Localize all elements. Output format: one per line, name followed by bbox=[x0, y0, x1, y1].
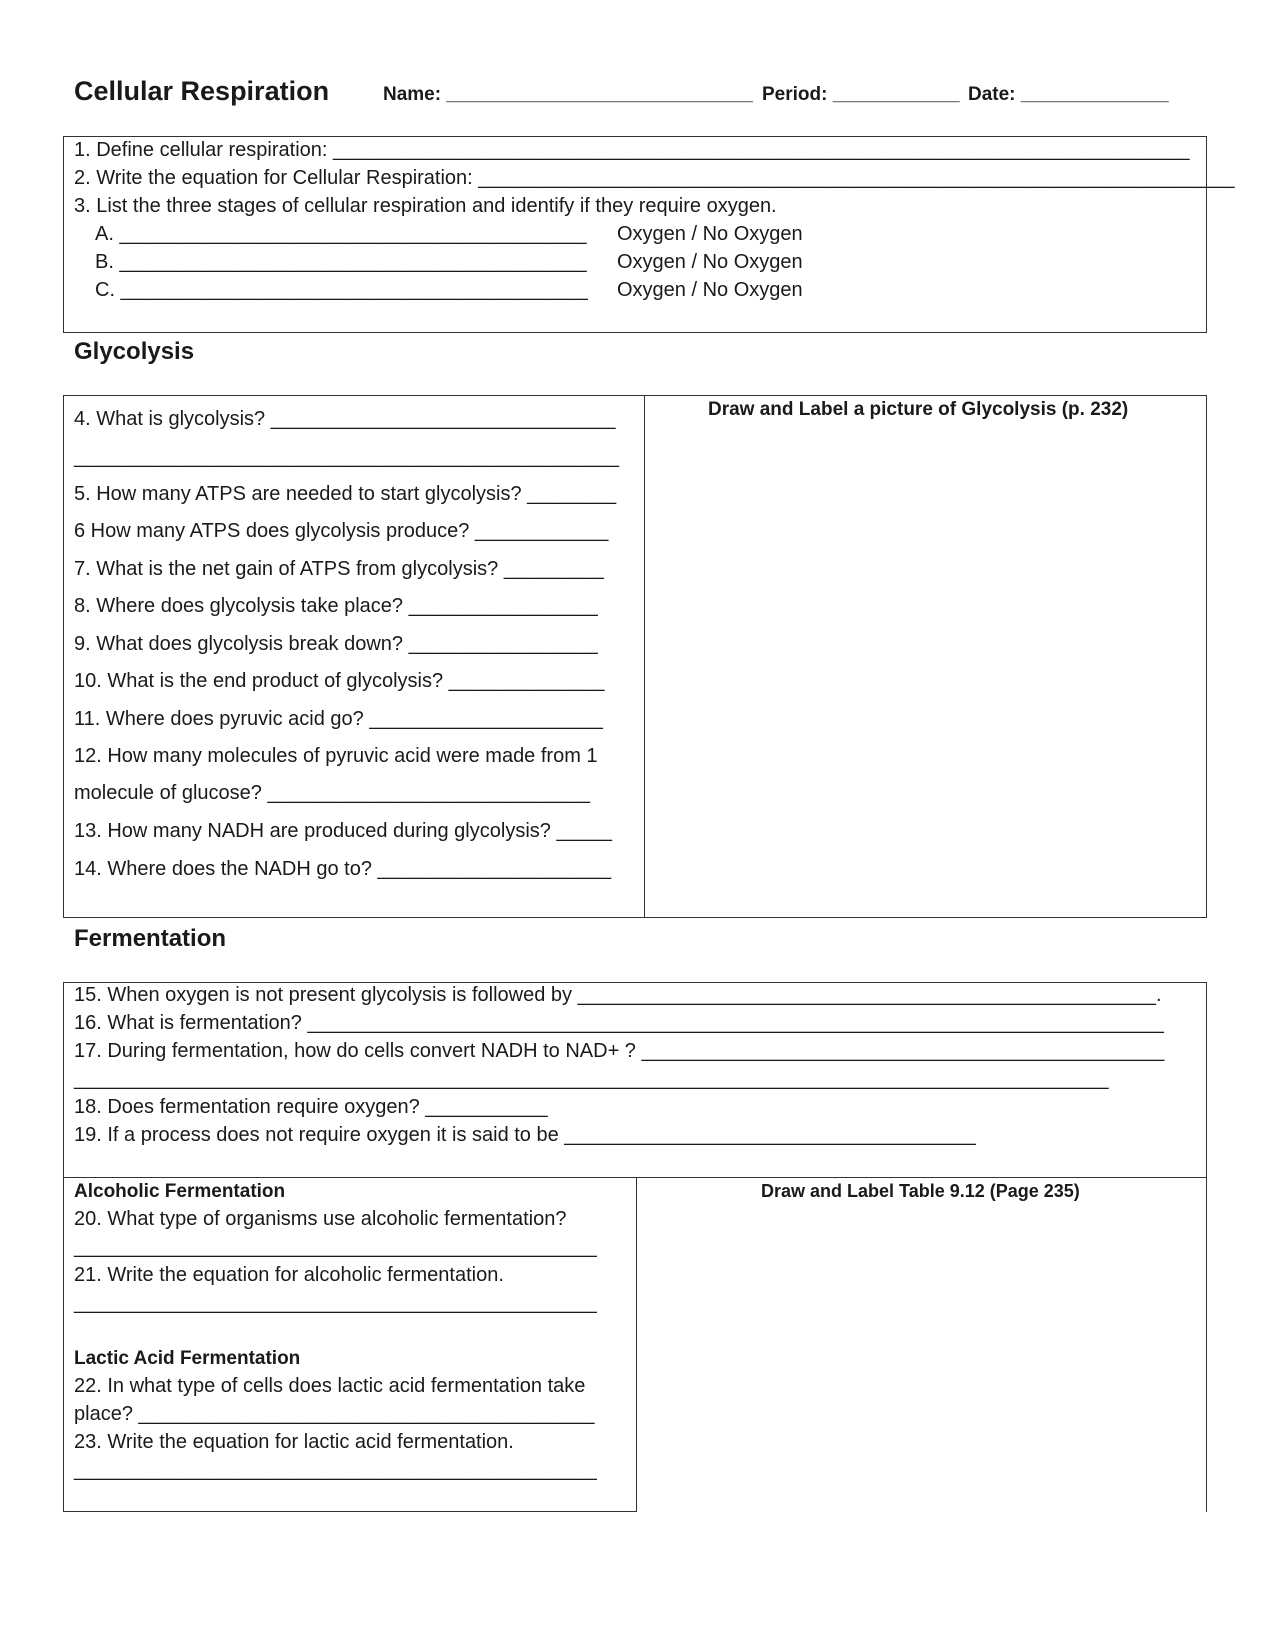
question-7[interactable]: 7. What is the net gain of ATPS from glycolysis? _________ bbox=[74, 558, 604, 580]
question-20-line[interactable]: _______________________________________________ bbox=[74, 1236, 597, 1258]
period-field[interactable]: Period: ____________ bbox=[762, 84, 960, 105]
glycolysis-heading: Glycolysis bbox=[74, 338, 195, 365]
glycolysis-drawing-area[interactable] bbox=[655, 430, 1195, 910]
question-4[interactable]: 4. What is glycolysis? _______________________________ bbox=[74, 408, 616, 430]
fermentation-top-border bbox=[63, 982, 1207, 983]
fermentation-mid-border bbox=[63, 1177, 1207, 1178]
lactic-fermentation-heading: Lactic Acid Fermentation bbox=[74, 1348, 301, 1369]
question-22-line[interactable]: place? _________________________________________ bbox=[74, 1403, 595, 1425]
fermentation-divider bbox=[636, 1177, 637, 1512]
question-8[interactable]: 8. Where does glycolysis take place? _________________ bbox=[74, 595, 598, 617]
question-11[interactable]: 11. Where does pyruvic acid go? _____________________ bbox=[74, 708, 603, 730]
stage-b-line[interactable]: B. __________________________________________ bbox=[95, 251, 587, 273]
question-9[interactable]: 9. What does glycolysis break down? _________________ bbox=[74, 633, 598, 655]
question-22: 22. In what type of cells does lactic acid fermentation take bbox=[74, 1375, 586, 1397]
question-20: 20. What type of organisms use alcoholic fermentation? bbox=[74, 1208, 567, 1230]
stage-b-oxygen-choice[interactable]: Oxygen / No Oxygen bbox=[617, 251, 803, 273]
question-19[interactable]: 19. If a process does not require oxygen it is said to be _____________________________________ bbox=[74, 1124, 976, 1146]
question-12: 12. How many molecules of pyruvic acid were made from 1 bbox=[74, 745, 598, 767]
fermentation-left-border bbox=[63, 982, 64, 1512]
name-field[interactable]: Name: _____________________________ bbox=[383, 84, 753, 105]
question-5[interactable]: 5. How many ATPS are needed to start glycolysis? ________ bbox=[74, 483, 617, 505]
question-18[interactable]: 18. Does fermentation require oxygen? ___________ bbox=[74, 1096, 548, 1118]
stage-a-line[interactable]: A. __________________________________________ bbox=[95, 223, 587, 245]
question-16[interactable]: 16. What is fermentation? _____________________________________________________________________________ bbox=[74, 1012, 1164, 1034]
table-drawing-area[interactable] bbox=[645, 1210, 1195, 1505]
stage-c-oxygen-choice[interactable]: Oxygen / No Oxygen bbox=[617, 279, 803, 301]
question-2[interactable]: 2. Write the equation for Cellular Respiration: ____________________________________________________________________ bbox=[74, 167, 1235, 189]
page-title: Cellular Respiration bbox=[74, 76, 330, 106]
question-6[interactable]: 6 How many ATPS does glycolysis produce? ____________ bbox=[74, 520, 609, 542]
glycolysis-draw-label: Draw and Label a picture of Glycolysis (p. 232) bbox=[708, 399, 1129, 420]
question-13[interactable]: 13. How many NADH are produced during glycolysis? _____ bbox=[74, 820, 613, 842]
question-12-line[interactable]: molecule of glucose? _____________________________ bbox=[74, 782, 591, 804]
question-17[interactable]: 17. During fermentation, how do cells convert NADH to NAD+ ? _______________________________________________ bbox=[74, 1040, 1165, 1062]
stage-c-line[interactable]: C. __________________________________________ bbox=[95, 279, 588, 301]
question-4-line[interactable]: _________________________________________________ bbox=[74, 446, 620, 468]
question-1[interactable]: 1. Define cellular respiration: _____________________________________________________________________________ bbox=[74, 139, 1190, 161]
fermentation-right-border bbox=[1206, 982, 1207, 1512]
question-23: 23. Write the equation for lactic acid fermentation. bbox=[74, 1431, 514, 1453]
date-field[interactable]: Date: ______________ bbox=[968, 84, 1169, 105]
stage-a-oxygen-choice[interactable]: Oxygen / No Oxygen bbox=[617, 223, 803, 245]
fermentation-heading: Fermentation bbox=[74, 925, 227, 952]
question-21-line[interactable]: _______________________________________________ bbox=[74, 1292, 597, 1314]
question-17-line[interactable]: _____________________________________________________________________________________________ bbox=[74, 1068, 1109, 1090]
question-3: 3. List the three stages of cellular respiration and identify if they require oxygen. bbox=[74, 195, 777, 217]
question-14[interactable]: 14. Where does the NADH go to? _____________________ bbox=[74, 858, 612, 880]
question-21: 21. Write the equation for alcoholic fermentation. bbox=[74, 1264, 504, 1286]
question-23-line[interactable]: _______________________________________________ bbox=[74, 1459, 597, 1481]
table-draw-label: Draw and Label Table 9.12 (Page 235) bbox=[761, 1181, 1080, 1201]
glycolysis-divider bbox=[644, 395, 645, 918]
alcoholic-fermentation-heading: Alcoholic Fermentation bbox=[74, 1181, 286, 1202]
question-15[interactable]: 15. When oxygen is not present glycolysis is followed by ____________________________________________________. bbox=[74, 984, 1162, 1006]
question-10[interactable]: 10. What is the end product of glycolysis? ______________ bbox=[74, 670, 605, 692]
fermentation-bottom-border bbox=[63, 1511, 637, 1512]
